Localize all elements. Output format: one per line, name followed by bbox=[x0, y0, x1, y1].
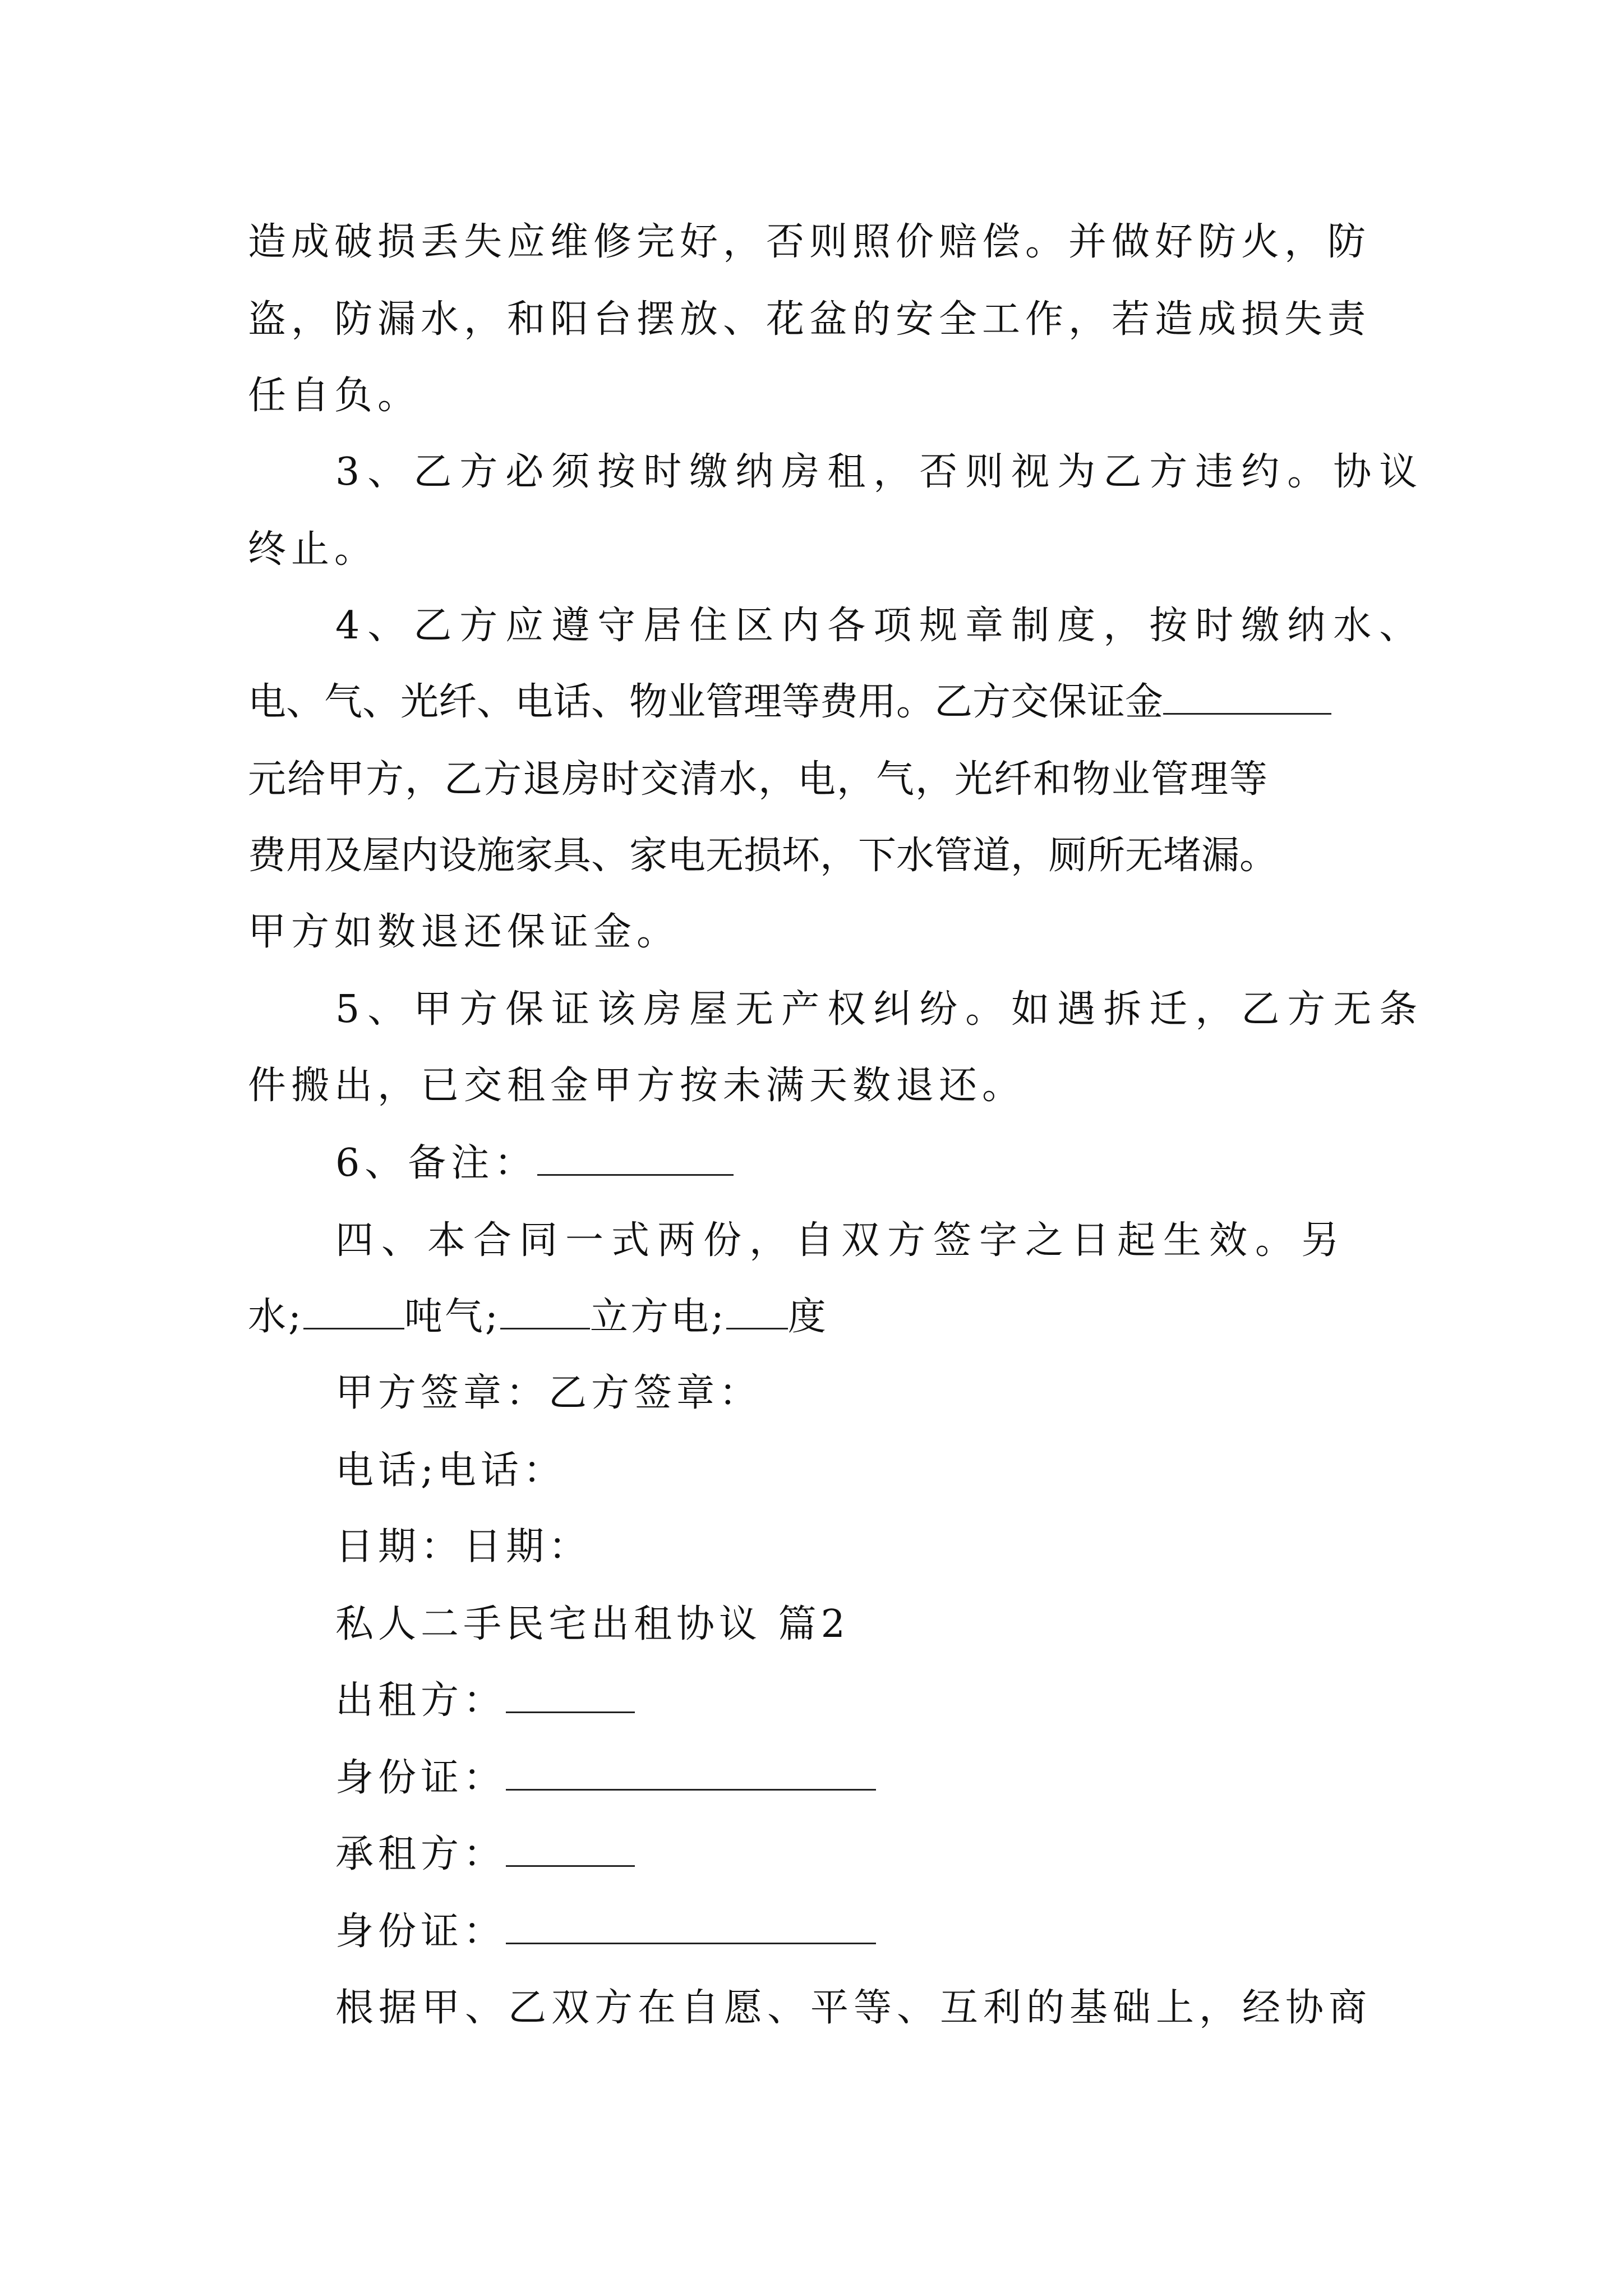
text-span: 电、气、光纤、电话、物业管理等费用。乙方交保证金 bbox=[248, 680, 1164, 724]
text-line: 费用及屋内设施家具、家电无损坏，下水管道，厕所无堵漏。 bbox=[248, 834, 1278, 878]
clause-6-remarks bbox=[335, 1141, 734, 1186]
text-span: 6、备注： bbox=[335, 1141, 538, 1185]
clause-5: 5、甲方保证该房屋无产权纠纷。如遇拆迁，乙方无条 bbox=[335, 987, 1426, 1032]
text-line: 终止。 bbox=[248, 527, 378, 572]
text-span: 度 bbox=[787, 1295, 828, 1339]
text-span: 承租方： bbox=[335, 1832, 506, 1876]
lessee-id-blank bbox=[506, 1910, 876, 1944]
text-span: 身份证： bbox=[335, 1756, 506, 1800]
lessee-id-line bbox=[335, 1910, 876, 1954]
section-title: 私人二手民宅出租协议 篇2 bbox=[335, 1602, 850, 1646]
date-line: 日期：日期： bbox=[335, 1525, 592, 1569]
lessee-line bbox=[335, 1832, 635, 1877]
deposit-amount-blank bbox=[1163, 680, 1331, 715]
text-span: 身份证： bbox=[335, 1910, 506, 1954]
signature-line: 甲方签章：乙方签章： bbox=[335, 1371, 762, 1415]
lessee-blank bbox=[506, 1833, 635, 1867]
text-span: 立方电; bbox=[589, 1295, 726, 1339]
clause-3: 3、乙方必须按时缴纳房租，否则视为乙方违约。协议 bbox=[335, 450, 1426, 494]
text-line: 件搬出，已交租金甲方按未满天数退还。 bbox=[248, 1064, 1026, 1108]
text-line: 造成破损丢失应维修完好，否则照价赔偿。并做好防火，防 bbox=[248, 220, 1371, 264]
text-span: 出租方： bbox=[335, 1678, 506, 1723]
text-line: 元给甲方，乙方退房时交清水，电，气，光纤和物业管理等 bbox=[248, 757, 1269, 802]
text-line bbox=[248, 680, 1331, 725]
utility-readings bbox=[248, 1295, 828, 1340]
remarks-blank bbox=[537, 1142, 734, 1176]
text-span: 水; bbox=[248, 1295, 303, 1339]
water-reading-blank bbox=[303, 1295, 404, 1329]
text-line: 任自负。 bbox=[248, 374, 421, 418]
gas-reading-blank bbox=[500, 1295, 590, 1329]
electricity-reading-blank bbox=[726, 1295, 788, 1329]
lessor-id-blank bbox=[506, 1756, 876, 1791]
text-line: 根据甲、乙双方在自愿、平等、互利的基础上，经协商 bbox=[335, 1986, 1372, 2030]
text-line: 盗，防漏水，和阳台摆放、花盆的安全工作，若造成损失责 bbox=[248, 297, 1371, 342]
lessor-blank bbox=[506, 1679, 635, 1713]
text-span: 吨气; bbox=[404, 1295, 500, 1339]
phone-line: 电话;电话： bbox=[335, 1448, 566, 1493]
clause-4: 4、乙方应遵守居住区内各项规章制度，按时缴纳水、 bbox=[335, 604, 1426, 648]
lessor-line bbox=[335, 1678, 635, 1723]
lessor-id-line bbox=[335, 1756, 876, 1801]
section-4: 四、本合同一式两份，自双方签字之日起生效。另 bbox=[335, 1218, 1348, 1263]
text-line: 甲方如数退还保证金。 bbox=[248, 910, 680, 954]
